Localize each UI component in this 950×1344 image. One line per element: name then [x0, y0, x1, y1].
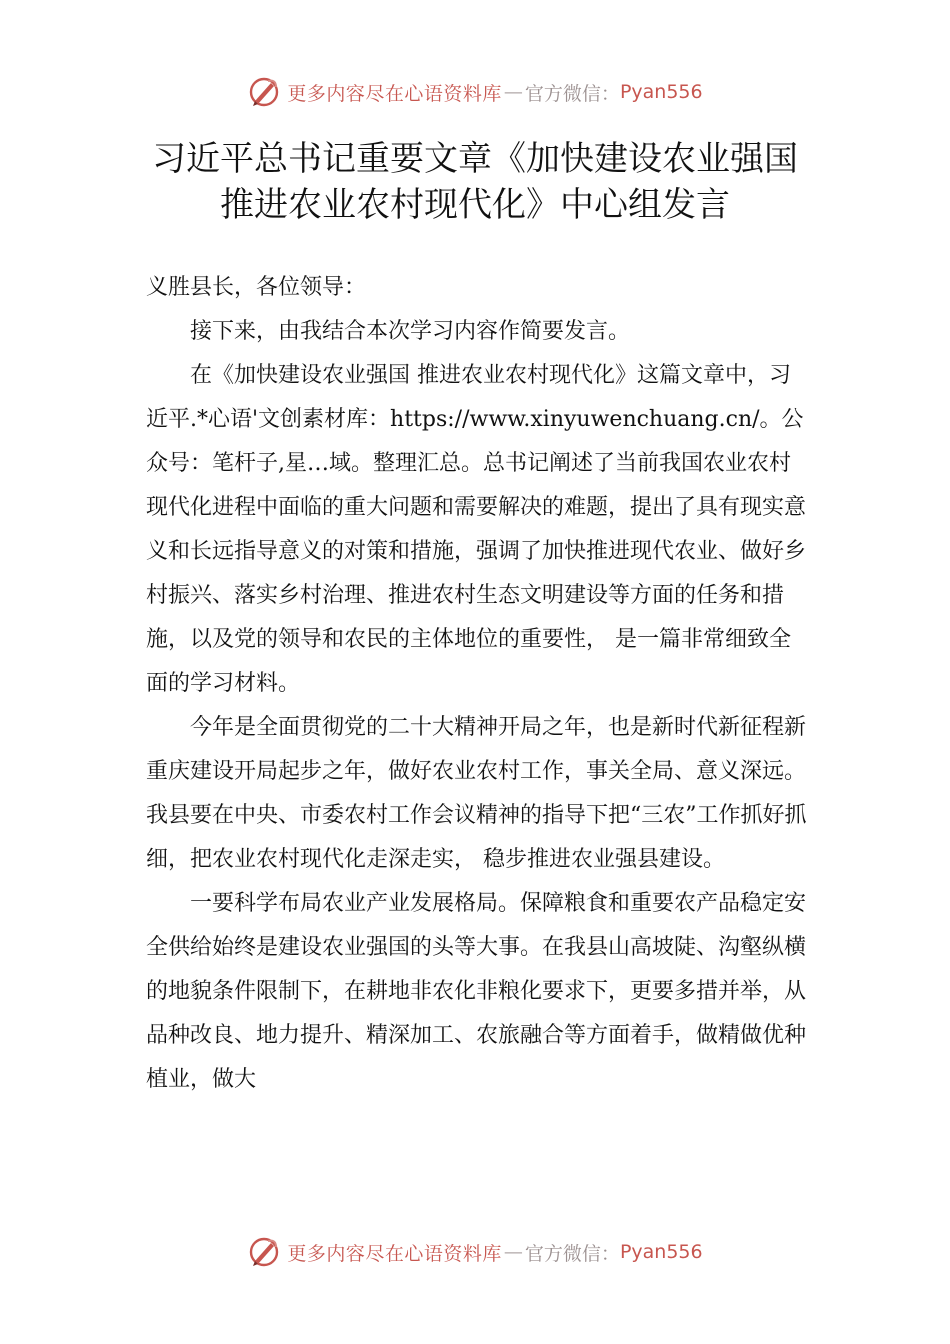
paragraph-1: 接下来，由我结合本次学习内容作简要发言。	[190, 319, 631, 344]
title-line-2: 推进农业农村现代化》中心组发言	[220, 185, 730, 225]
paragraph-2: 在《加快建设农业强国 推进农业农村现代化》这篇文章中，习近平.*心语'文创素材库：https://www.xinyuwenchuang.cn/。公众号：笔杆子,星…域。整理汇总。总书记阐述了当前我国农业农村现代化进程中面临的重大问题和需要解决的难题，提出了具有现实意义和长远指导意义的对策和措施，强调了加快推进现代农业、做好乡村振兴、落实乡村治理、推进农村生态文明建设等方面的任务和措施，以及党的领导和农民的主体地位的重要性， 是一篇非常细致全面的学习材料。	[146, 363, 807, 696]
document-title	[130, 136, 820, 228]
salutation: 义胜县长，各位领导：	[146, 275, 367, 300]
paragraph-3: 今年是全面贯彻党的二十大精神开局之年，也是新时代新征程新重庆建设开局起步之年，做好农业农村工作，事关全局、意义深远。我县要在中央、市委农村工作会议精神的指导下把“三农”工作抓好抓细，把农业农村现代化走深走实， 稳步推进农业强县建设。	[146, 715, 807, 872]
banner-wechat-id: Pyan556	[619, 1241, 703, 1263]
paragraph-4: 一要科学布局农业产业发展格局。保障粮食和重要农产品稳定安全供给始终是建设农业强国的头等大事。在我县山高坡陡、沟壑纵横的地貌条件限制下，在耕地非农化非粮化要求下，更要多措并举，从品种改良、地力提升、精深加工、农旅融合等方面着手，做精做优种植业，做大	[146, 891, 807, 1092]
footer-watermark-banner	[0, 1230, 950, 1274]
document-body	[146, 266, 810, 1102]
banner-wechat-id: Pyan556	[619, 81, 703, 103]
header-watermark-banner	[0, 70, 950, 114]
pen-logo-icon	[247, 1235, 281, 1269]
title-line-1: 习近平总书记重要文章《加快建设农业强国	[152, 139, 798, 179]
pen-logo-icon	[247, 75, 281, 109]
banner-separator: —	[503, 1241, 523, 1263]
banner-slogan: 更多内容尽在心语资料库	[287, 1242, 502, 1265]
banner-wechat-label: 官方微信：	[524, 82, 620, 105]
banner-separator: —	[503, 81, 523, 103]
banner-wechat-label: 官方微信：	[524, 1242, 620, 1265]
banner-slogan: 更多内容尽在心语资料库	[287, 82, 502, 105]
